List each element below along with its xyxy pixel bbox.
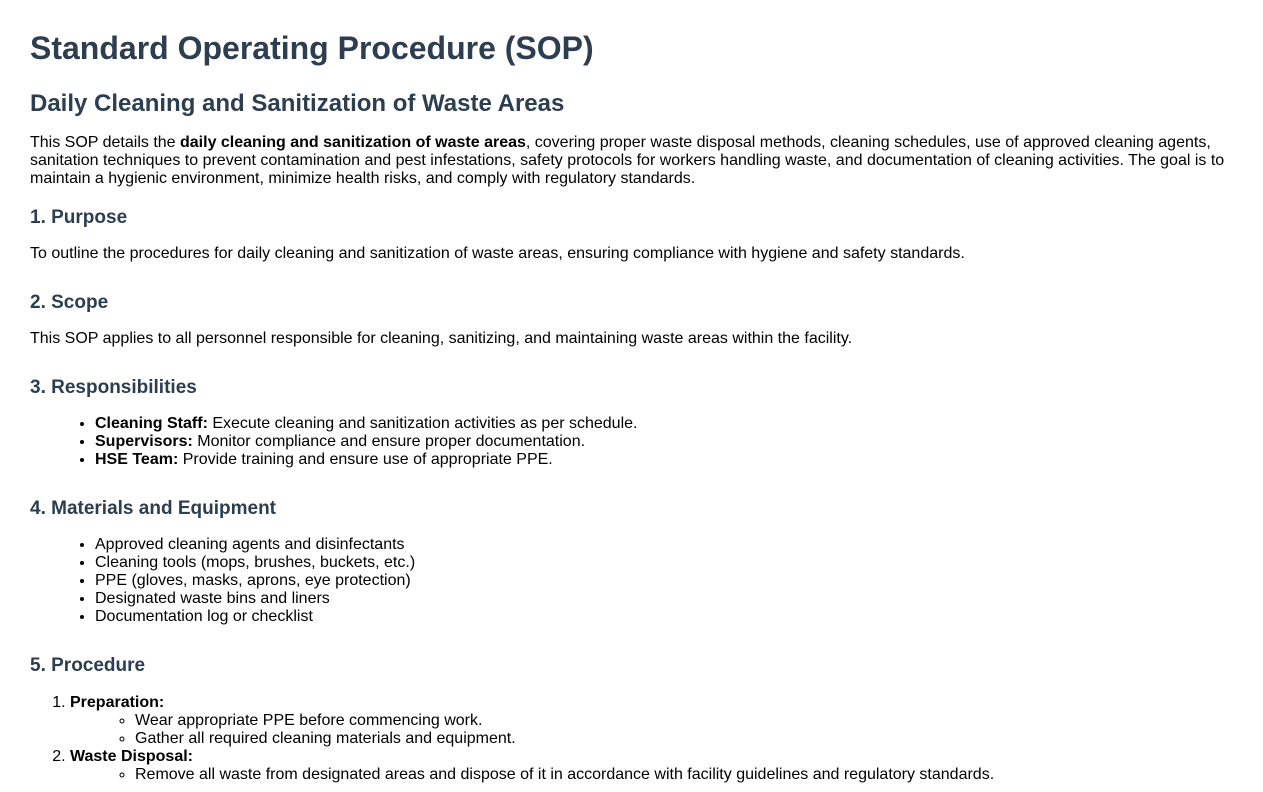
list-item [95,415,1233,433]
procedure-step [70,694,1233,748]
procedure-step [70,748,1233,784]
role-description: Monitor compliance and ensure proper documentation. [192,433,586,450]
role-description: Provide training and ensure use of appropriate PPE. [178,451,553,468]
list-item: ◦ Wear appropriate PPE before commencing work. [135,712,1233,730]
responsibilities-list [30,415,1233,469]
scope-heading: 2. Scope [30,292,109,313]
list-item: • Documentation log or checklist [95,608,1233,626]
step-substeps [70,766,1233,784]
intro-prefix: This SOP details the [30,134,180,151]
list-item: ◦ Remove all waste from designated areas and dispose of it in accordance with facility guidelines and regulatory standards. [135,766,1233,784]
role-description: Execute cleaning and sanitization activities as per schedule. [207,415,638,432]
step-substeps [70,712,1233,748]
list-item [95,451,1233,469]
purpose-heading: 1. Purpose [30,207,128,228]
page-subtitle: Daily Cleaning and Sanitization of Waste Areas [30,90,565,117]
list-item: • Designated waste bins and liners [95,590,1233,608]
role-label: Supervisors: [95,433,193,450]
role-label: HSE Team: [95,451,179,468]
purpose-text: To outline the procedures for daily cleaning and sanitization of waste areas, ensuring compliance with hygiene and safety standards. [30,245,965,262]
intro-paragraph [30,134,1233,188]
intro-suffix: , covering proper waste disposal methods, cleaning schedules, use of approved cleaning agents, sanitation techniques to prevent contamination and pest infestations, safety protocols for workers handling waste, and documentation of cleaning activities. The goal is to maintain a hygienic environment, minimize health risks, and comply with regulatory standards. [30,134,1225,187]
role-label: Cleaning Staff: [95,415,208,432]
list-item: • Approved cleaning agents and disinfectants [95,536,1233,554]
list-item: • Cleaning tools (mops, brushes, buckets, etc.) [95,554,1233,572]
list-item: • PPE (gloves, masks, aprons, eye protection) [95,572,1233,590]
list-item [95,433,1233,451]
intro-emphasis: daily cleaning and sanitization of waste areas [180,134,526,151]
step-title: Preparation: [70,694,165,711]
materials-list [30,536,1233,626]
procedure-heading: 5. Procedure [30,655,146,676]
page-title: Standard Operating Procedure (SOP) [30,30,594,66]
scope-text: This SOP applies to all personnel responsible for cleaning, sanitizing, and maintaining waste areas within the facility. [30,330,853,347]
step-title: Waste Disposal: [70,748,193,765]
list-item: ◦ Gather all required cleaning materials and equipment. [135,730,1233,748]
materials-heading: 4. Materials and Equipment [30,498,276,519]
procedure-steps [30,694,1233,784]
responsibilities-heading: 3. Responsibilities [30,377,197,398]
